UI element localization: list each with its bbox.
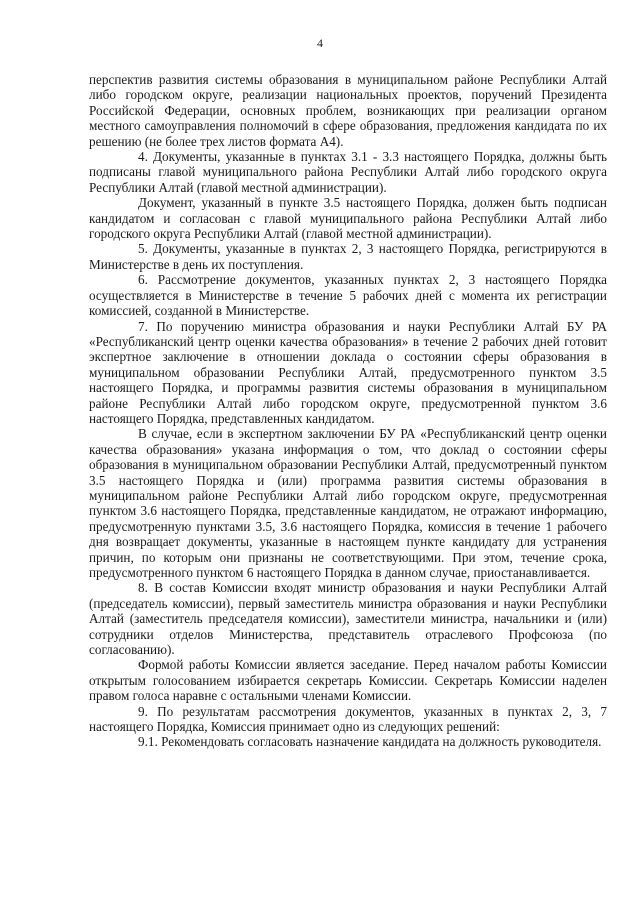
- paragraph-item-7: 7. По поручению министра образования и науки Республики Алтай БУ РА «Республиканский центр оценки качества образования» в течение 2 рабочих дней готовит экспертное заключение в отношении доклада о состоянии сферы образования в муниципальном образовании Республики Алтай, предусмотренного пунктом 3.5 настоящего Порядка, и программы развития системы образования в муниципальном районе Республики Алтай либо городском округе, предусмотренной пунктом 3.6 настоящего Порядка, представленных кандидатом.: [89, 318, 607, 426]
- page-number: 4: [317, 36, 323, 50]
- paragraph-item-8-form: Формой работы Комиссии является заседание. Перед началом работы Комиссии открытым голосованием избирается секретарь Комиссии. Секретарь Комиссии наделен правом голоса наравне с остальными членами Комиссии.: [89, 657, 607, 704]
- paragraph-item-6: 6. Рассмотрение документов, указанных пунктах 2, 3 настоящего Порядка осуществляется в Министерстве в течение 5 рабочих дней с момента их регистрации комиссией, созданной в Министерстве.: [89, 272, 607, 319]
- paragraph-item-9-1: 9.1. Рекомендовать согласовать назначение кандидата на должность руководителя.: [138, 734, 602, 750]
- paragraph-item-7-case: В случае, если в экспертном заключении БУ РА «Республиканский центр оценки качества образования» указана информация о том, что доклад о состоянии сферы образования в муниципальном образовании Республики Алтай, предусмотренный пунктом 3.5 настоящего Порядка и (или) программа развития системы образования в муниципальном районе Республики Алтай либо городском округе, предусмотренная пунктом 3.6 настоящего Порядка, представленные кандидатом, не отражают информацию, предусмотренную пунктами 3.5, 3.6 настоящего Порядка, комиссия в течение 1 рабочего дня возвращает документы, указанные в настоящем пункте кандидату для устранения причин, по которым они признаны не соответствующими. При этом, течение срока, предусмотренного пунктом 6 настоящего Порядка в данном случае, приостанавливается.: [89, 426, 607, 580]
- paragraph-item-9: 9. По результатам рассмотрения документов, указанных в пунктах 2, 3, 7 настоящего Порядка, Комиссия принимает одно из следующих решений:: [89, 703, 607, 735]
- paragraph-item-4: 4. Документы, указанные в пунктах 3.1 - 3.3 настоящего Порядка, должны быть подписаны главой муниципального района Республики Алтай либо городского округа Республики Алтай (главой местной администрации).: [89, 149, 607, 195]
- document-body: [89, 72, 607, 750]
- paragraph-item-5: 5. Документы, указанные в пунктах 2, 3 настоящего Порядка, регистрируются в Министерстве в день их поступления.: [89, 241, 607, 272]
- paragraph-continuation: перспектив развития системы образования в муниципальном районе Республики Алтай либо городском округе, реализации национальных проектов, поручений Президента Российской Федерации, основных проблем, возникающих при реализации органом местного самоуправления полномочий в сфере образования, предложения кандидата по их решению (не более трех листов формата А4).: [89, 72, 607, 149]
- paragraph-item-8: 8. В состав Комиссии входят министр образования и науки Республики Алтай (председатель комиссии), первый заместитель министра образования и науки Республики Алтай (заместитель председателя комиссии), заместители министра, начальники и (или) сотрудники отделов Министерства, представитель отраслевого Профсоюза (по согласованию).: [89, 580, 607, 658]
- paragraph-item-4-document: Документ, указанный в пункте 3.5 настоящего Порядка, должен быть подписан кандидатом и согласован с главой муниципального района Республики Алтай либо городского округа Республики Алтай (главой местной администрации).: [89, 195, 607, 242]
